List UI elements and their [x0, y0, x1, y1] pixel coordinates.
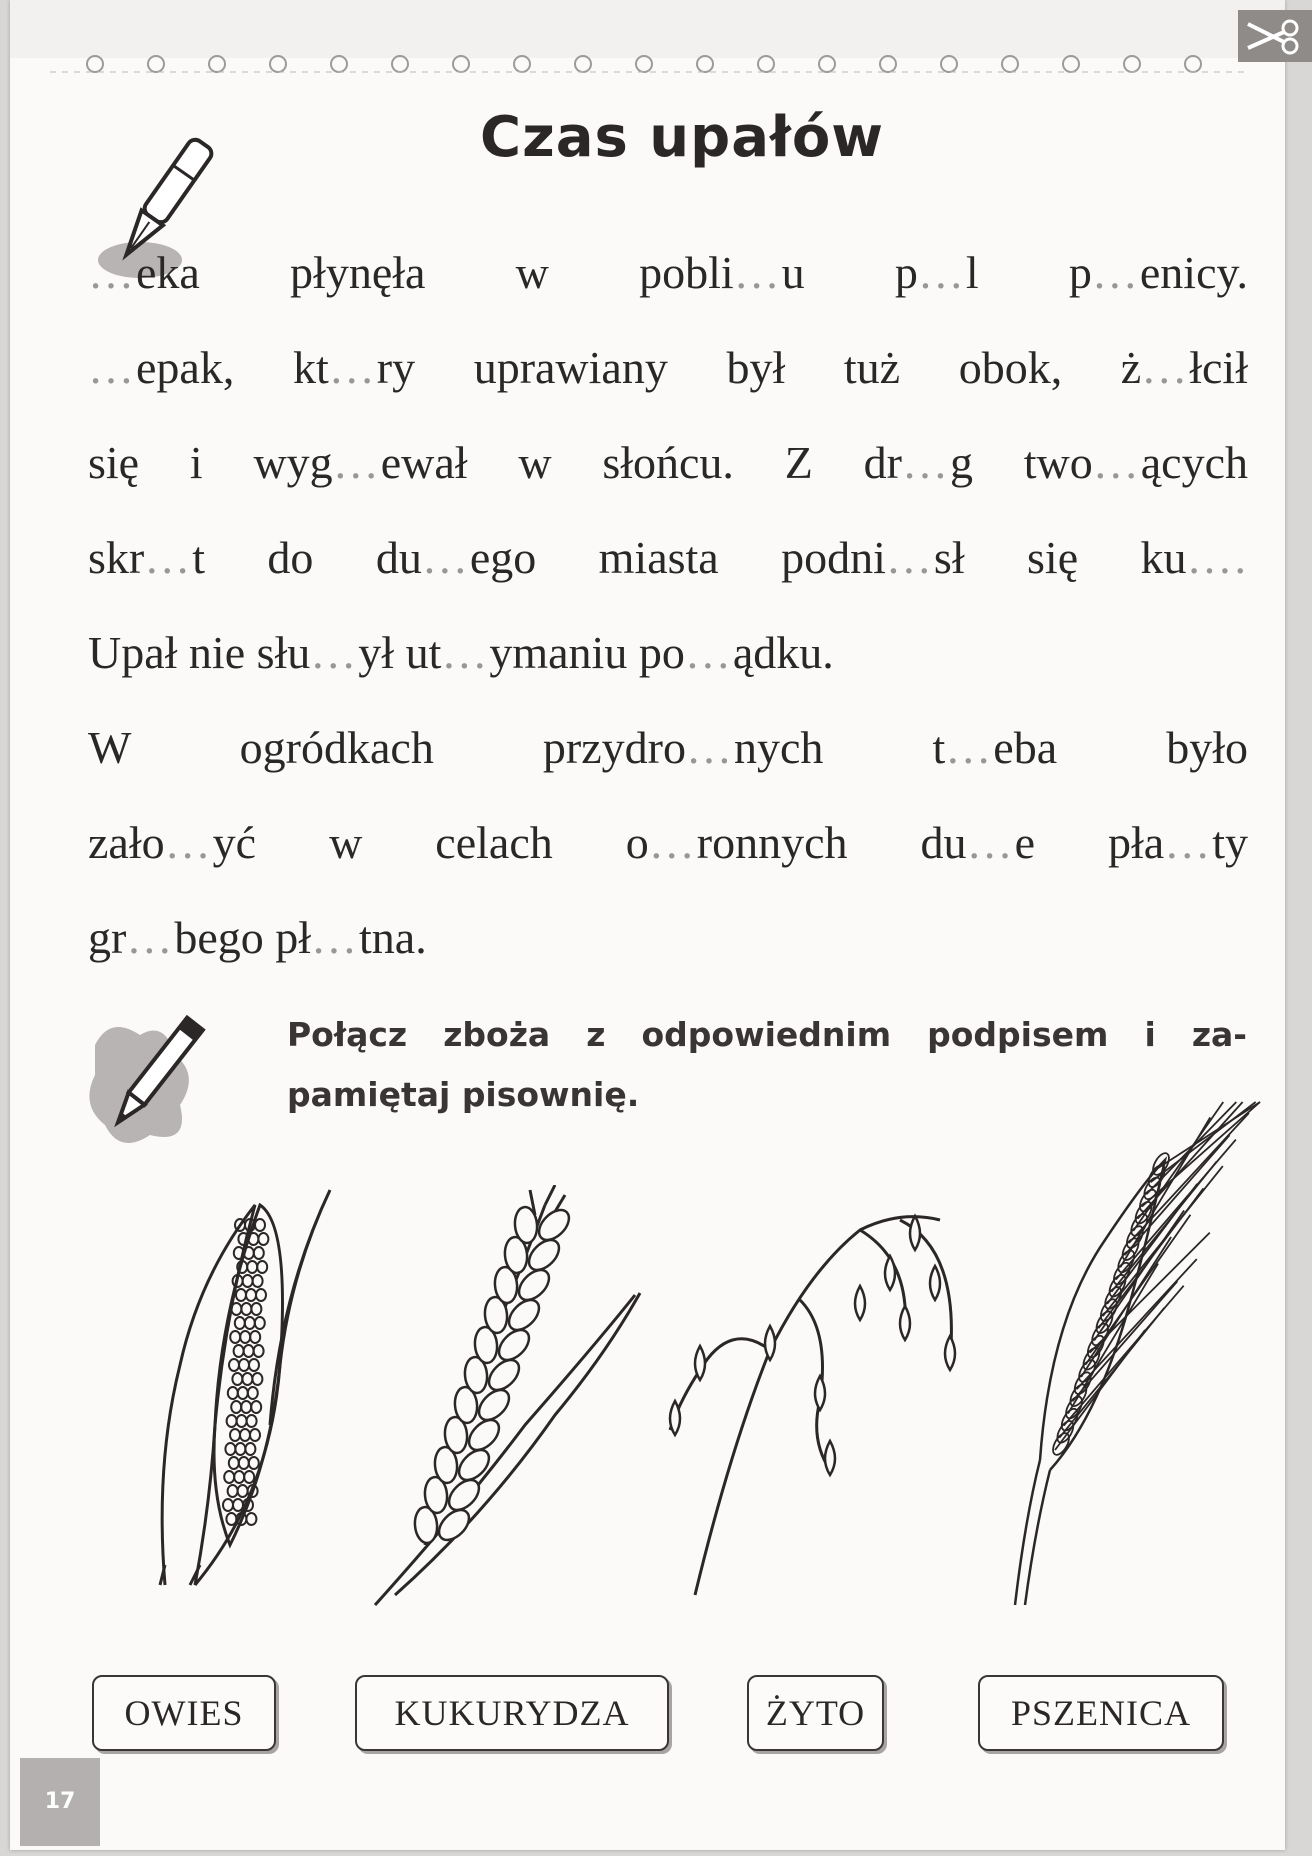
text-segment: tna. — [359, 912, 427, 963]
text-segment: W ogródkach przydro — [88, 722, 686, 773]
text-line — [88, 890, 1248, 985]
text-segment: eba było — [993, 722, 1248, 773]
text-line — [88, 700, 1248, 795]
blank-gap: … — [144, 532, 193, 583]
text-segment: ego miasta podni — [469, 532, 886, 583]
blank-gap: … — [917, 247, 966, 298]
blank-gap: … — [1091, 247, 1140, 298]
blank-gap: … — [945, 722, 994, 773]
blank-gap: … — [684, 627, 733, 678]
blank-gap: … — [901, 437, 950, 488]
instruction-line-1: Połącz zboża z odpowiednim podpisem i za- — [287, 1015, 1247, 1054]
pencil-icon — [80, 1005, 220, 1155]
blank-gap: … — [966, 817, 1015, 868]
oat-illustration — [660, 1200, 990, 1600]
text-segment: eka płynęła w pobli — [136, 247, 734, 298]
text-segment: ry uprawiany był tuż obok, ż — [376, 342, 1142, 393]
blank-gap: … — [126, 912, 175, 963]
text-line — [88, 795, 1248, 890]
page-number: 17 — [20, 1758, 100, 1846]
blank-gap: … — [885, 532, 934, 583]
text-segment: łcił — [1189, 342, 1248, 393]
text-segment: się i wyg — [88, 437, 333, 488]
text-segment: ronnych du — [696, 817, 967, 868]
blank-gap: … — [164, 817, 213, 868]
exercise-text — [88, 225, 1248, 985]
blank-gap: …. — [1186, 532, 1249, 583]
label-kukurydza[interactable]: KUKURYDZA — [355, 1675, 669, 1751]
text-segment: bego pł — [174, 912, 312, 963]
text-segment: skr — [88, 532, 145, 583]
label-row — [10, 1675, 1285, 1755]
text-segment: u p — [781, 247, 918, 298]
blank-gap: … — [332, 437, 381, 488]
blank-gap: … — [310, 627, 359, 678]
text-line — [88, 415, 1248, 510]
text-segment: g two — [949, 437, 1093, 488]
blank-gap: … — [1092, 437, 1141, 488]
blank-gap: … — [733, 247, 782, 298]
scissors-icon — [1238, 10, 1312, 62]
instruction-line-2: pamiętaj pisownię. — [287, 1075, 640, 1114]
text-segment: sł się ku — [933, 532, 1187, 583]
text-line — [88, 225, 1248, 320]
blank-gap: … — [328, 342, 377, 393]
text-segment: ewał w słońcu. Z dr — [380, 437, 902, 488]
text-segment: ądku. — [732, 627, 834, 678]
text-segment: ących — [1140, 437, 1248, 488]
perforation-dots — [50, 50, 1250, 80]
blank-gap: … — [311, 912, 360, 963]
corn-illustration — [120, 1165, 350, 1595]
text-line — [88, 320, 1248, 415]
text-segment: Upał nie słu — [88, 627, 311, 678]
blank-gap: … — [88, 342, 136, 393]
text-segment: gr — [88, 912, 127, 963]
text-segment: ymaniu po — [489, 627, 685, 678]
blank-gap: … — [421, 532, 470, 583]
blank-gap: … — [1141, 342, 1190, 393]
label-pszenica[interactable]: PSZENICA — [978, 1675, 1224, 1751]
wheat-illustration — [995, 1100, 1265, 1610]
text-segment: enicy. — [1139, 247, 1249, 298]
text-segment: ył ut — [358, 627, 442, 678]
text-segment: t do du — [192, 532, 422, 583]
text-line — [88, 510, 1248, 605]
blank-gap: … — [648, 817, 697, 868]
text-segment: zało — [88, 817, 165, 868]
text-segment: epak, kt — [136, 342, 329, 393]
blank-gap: … — [685, 722, 734, 773]
rye-illustration — [365, 1185, 655, 1615]
text-segment: yć w celach o — [212, 817, 649, 868]
workbook-page — [10, 0, 1285, 1850]
text-segment: ty — [1212, 817, 1248, 868]
text-segment: e pła — [1014, 817, 1165, 868]
blank-gap: … — [1164, 817, 1213, 868]
text-segment: nych t — [733, 722, 946, 773]
text-line — [88, 605, 1248, 700]
blank-gap: … — [441, 627, 490, 678]
blank-gap: … — [88, 247, 136, 298]
text-segment: l p — [965, 247, 1092, 298]
label-zyto[interactable]: ŻYTO — [747, 1675, 884, 1751]
label-owies[interactable]: OWIES — [92, 1675, 276, 1751]
page-title: Czas upałów — [480, 105, 885, 170]
